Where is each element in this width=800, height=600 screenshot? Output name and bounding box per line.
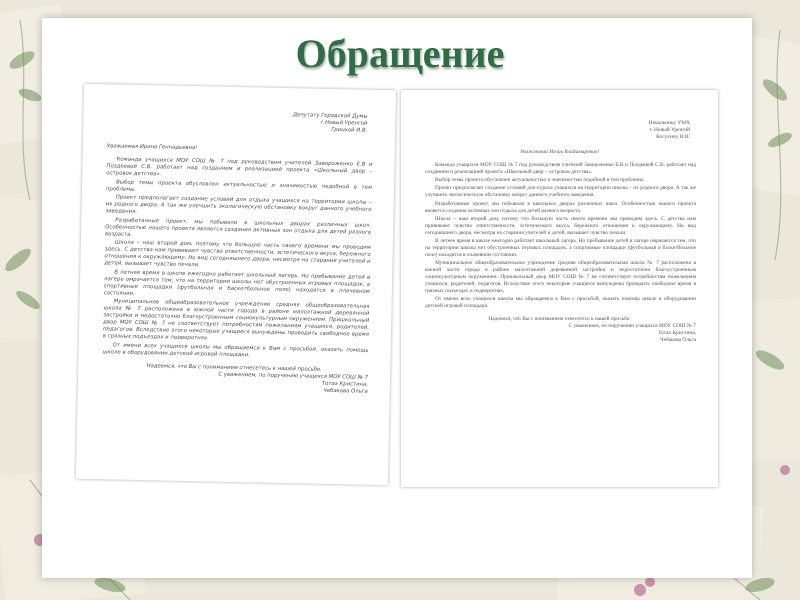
address-line: г.Новый Уренгой — [320, 119, 368, 127]
closing-line: Надеемся, что Вы с пониманием отнесетесь к нашей просьбе. — [488, 316, 631, 323]
letter-paragraph: Муниципальное общеобразовательное учреждение средняя общеобразовательная школа № 7 расположена в южной части города в районе малоэтажной деревянной застройки и недостаточно благоустроенным социокультурным окружением. Пришкольный двор МОУ СОШ № 7 не соответствует потребностям пожеланиям учащихся, родителей, педагогов. Вследствие этого некоторые учащиеся вынуждены проводить свободное время в грязных подъездах и подворотнях. — [425, 260, 696, 295]
slide-title: Обращение — [295, 31, 505, 76]
address-line: Грицкой И.В. — [331, 126, 368, 134]
letter-paragraph: От имени всех учащихся школы мы обращаемся к Вам с просьбой, оказать помощь школе в оборудовании детской игровой площадки. — [425, 296, 696, 310]
letter-paragraph: Разработанные проект, мы побывали в школьных дворах различных школ. Особенностью нашего проекта является создания активных зон отдыха для детей разного возраста. — [104, 216, 372, 238]
letter-paragraph: Муниципальное общеобразовательное учреждение средняя общеобразовательная школа № 7 расположена в южной части города в районе малоэтажной деревянной застройки и недостаточно благоустроенным социокультурным окружением. Пришкольный двор МОУ СОШ № 7 не соответствует потребностям пожеланиям учащихся, родителей, педагогов. Вследствие этого некоторые учащиеся вынуждены проводить свободное время в грязных подъездах и подворотнях. — [102, 298, 370, 342]
letter-address — [401, 90, 718, 141]
letter-paragraph: Команда учащихся МОУ СОШ № 7 под руководством учителей Завороженко Е.В и Поздеевой С.В. работает над созданием и реализацией проекта «Школьный двор – островок детства». — [106, 156, 373, 178]
address-line: Депутату Городской Думы — [292, 112, 368, 120]
letter-paragraph: Разработанные проект, мы побывали в школьных дворах различных школ. Особенностью нашего проекта является создания активных зон отдыха для детей разного возраста. — [425, 200, 696, 214]
letter-paragraph: Школа – наш второй дом, поэтому что большую часть своего времени мы проводим здесь. С детства нам прививают чувство ответственности, эстетического вкуса, бережного отношения к окружающему. Но вид сегодняшнего двора, несмотря на старания учителей и детей, вызывает чувство печали. — [104, 239, 371, 269]
letter-paragraph: Проект предполагает создание условий для отдыха учащихся на территории школы – их родного двора. А так же улучшить экологическую обстановку вокруг данного учебного заведения. — [105, 194, 372, 215]
letter-salutation: Уважаемый Игорь Владимирович! — [519, 148, 600, 155]
address-line: г. Новый Уренгой — [649, 126, 690, 133]
typed-letter — [401, 90, 718, 487]
letter-body — [78, 156, 394, 362]
handwritten-letter — [76, 84, 396, 485]
signature-line: Тотах Кристина, — [321, 380, 369, 388]
letter-paragraph: В летнее время в школе ежегодно работает школьный лагерь. Но пребывание детей в лагере омрачается тем, что на территории школы нет обустроенных игровых площадок, а спортивные площадки (футбольная и баскетбольное поле) находятся в плачевном состоянии. — [425, 238, 696, 258]
letter-paragraph: В летнее время в школе ежегодно работает школьный лагерь. Но пребывание детей в лагере омрачается тем, что на территории школы нет обустроенных игровых площадок, а спортивные площадки (футбольная и баскетбольное поле) находятся в плачевном состоянии. — [103, 268, 371, 297]
letter-paragraph: Проект предполагает создание условий для отдыха учащихся на территории школы – их родного двора. А так же улучшить экологическую обстановку вокруг данного учебного заведения. — [425, 185, 696, 199]
address-line: Косухину И.В. — [656, 133, 690, 140]
letter-closing — [78, 361, 391, 396]
letter-paragraph: Выбор темы проекта обусловлен актуальностью и значимостью подобной в тем проблемы. — [105, 178, 373, 193]
closing-line: Надеемся, что Вы с пониманием отнесетесь к нашей просьбе. — [146, 362, 322, 373]
signature-line: Чебакова Ольга — [323, 387, 368, 395]
signature-line: Тотах Кристина, — [658, 330, 696, 337]
letter-closing — [401, 316, 718, 344]
signature-line: С уважением, по поручению учащихся МОУ СОШ № 7 — [218, 371, 369, 381]
letter-paragraph: Команда учащихся МОУ СОШ № 7 под руководством учителей Завороженко Е.В и Поздеевой С.В. работает над созданием и реализацией проекта «Школьный двор – островок детства». — [425, 161, 696, 175]
signature-line: Чебакова Ольга — [660, 336, 696, 343]
letter-address — [83, 84, 396, 136]
letter-salutation: Уважаемая Ирина Геннадьевна! — [106, 143, 198, 152]
letter-paragraph: От имени всех учащихся школы мы обращаемся к Вам с просьбой, оказать помощь школе в оборудовании детской игровой площадки. — [102, 341, 369, 358]
letter-paragraph: Школа – наш второй дом, потому что большую часть своего времени мы проводим здесь. С детства нам прививают чувство ответственности, эстетического вкуса, бережного отношения к окружающему. Но вид сегодняшнего двора, несмотря на старания учителей и детей, вызывает чувство печали. — [425, 215, 696, 236]
letter-paragraph: Выбор темы проекта обусловлен актуальностью и значимостью подобной в тем проблемы. — [435, 176, 645, 183]
letter-body — [401, 162, 718, 311]
address-line: Начальнику УМХ — [648, 120, 690, 126]
signature-line: С уважением, по поручению учащихся МОУ СОШ № 7 — [568, 323, 696, 330]
